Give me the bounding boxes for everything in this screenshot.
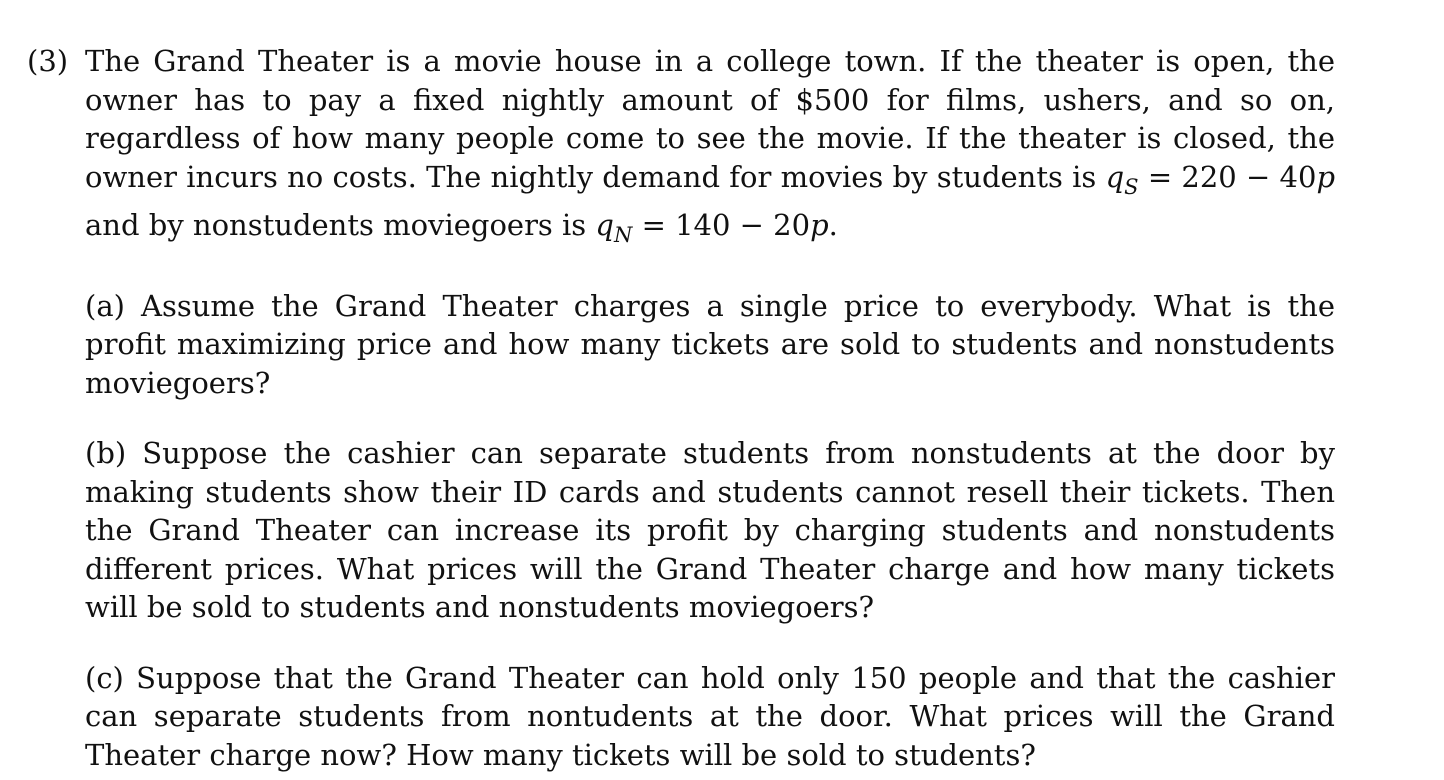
student-demand-variable: q (1105, 159, 1125, 194)
nonstudent-demand-expression: = 140 − 20 (641, 208, 811, 242)
student-demand-subscript: S (1124, 174, 1139, 199)
intro-text: The Grand Theater is a movie house in a college town. If the theater is open, the owner has to pay a fixed nightly amount of $500 for films, ushers, and so on, regardless of how many people come to see the movie. If the theater is closed, the owner incurs no costs. The nightly demand for movies by students is (85, 44, 1335, 194)
problem-intro (85, 42, 1335, 255)
intro-end-punctuation: . (828, 208, 838, 242)
part-a: (a) Assume the Grand Theater charges a single price to everybody. What is the profit maximizing price and how many tickets are sold to students and nonstudents moviegoers? (85, 288, 1335, 400)
part-c: (c) Suppose that the Grand Theater can hold only 150 people and that the cashier can separate students from nontudents at the door. What prices will the Grand Theater charge now? How many tickets will be sold to students? (85, 660, 1335, 772)
intro-connector-text: and by nonstudents moviegoers is (85, 208, 587, 242)
student-demand-expression: = 220 − 40 (1147, 159, 1317, 194)
nonstudent-demand-price-variable: p (810, 208, 829, 242)
problem-body (85, 42, 1335, 774)
nonstudent-demand-subscript: N (613, 223, 633, 247)
part-b: (b) Suppose the cashier can separate students from nonstudents at the door by making students show their ID cards and students cannot resell their tickets. Then the Grand Theater can increase its profit by charging students and nonstudents different prices. What prices will the Grand Theater charge and how many tickets will be sold to students and nonstudents moviegoers? (85, 436, 1335, 624)
nonstudent-demand-variable: q (595, 208, 614, 242)
problem-number: (3) (27, 44, 69, 78)
student-demand-price-variable: p (1316, 159, 1336, 194)
